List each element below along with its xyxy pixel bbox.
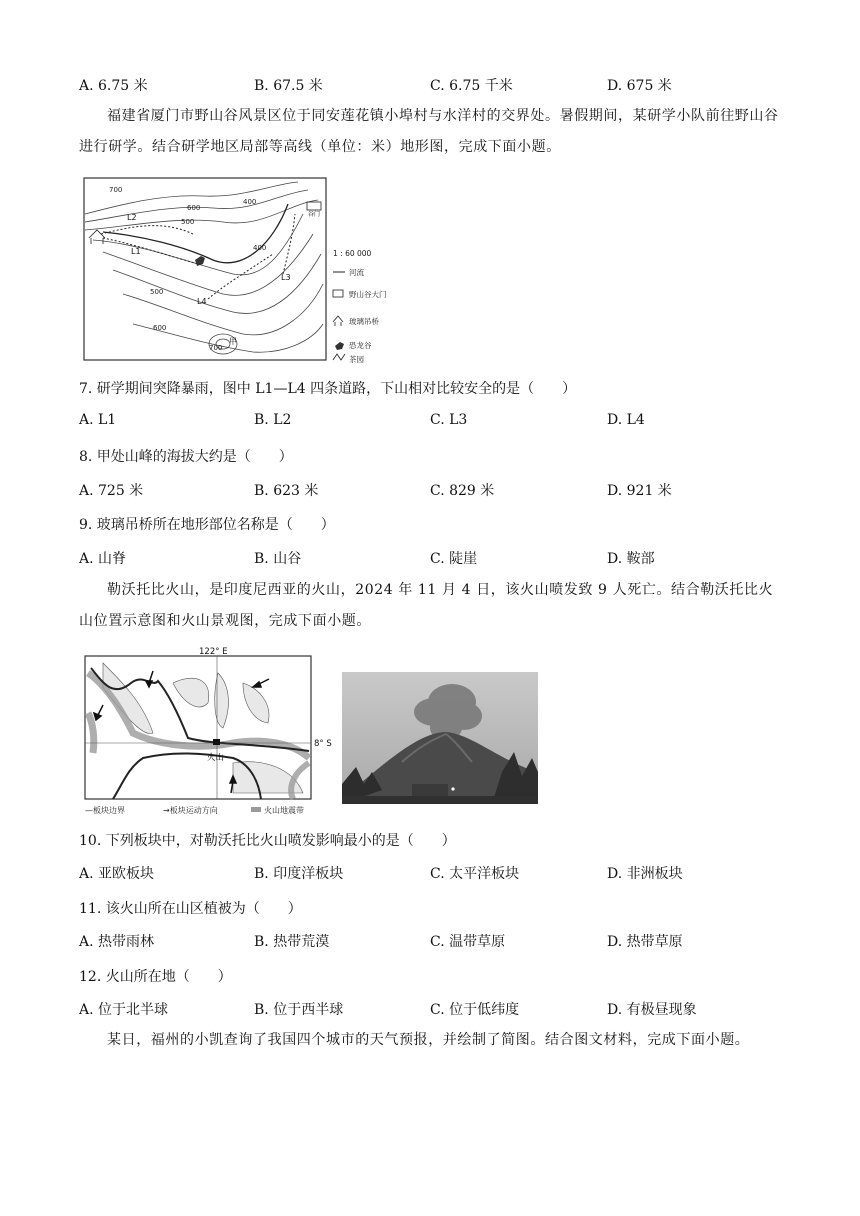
svg-text:谷门: 谷门 <box>308 211 321 218</box>
q10-option-d: D. 非洲板块 <box>607 866 683 882</box>
q6-option-a: A. 6.75 米 <box>79 78 148 94</box>
contour-map <box>83 174 413 364</box>
q12-option-b: B. 位于西半球 <box>254 1002 344 1018</box>
contour-label: 500 <box>150 288 164 296</box>
longitude-label: 122° E <box>199 647 228 657</box>
q8-stem: 8. 甲处山峰的海拔大约是（ ） <box>79 449 293 465</box>
q10-options <box>79 863 779 883</box>
q12-option-a: A. 位于北半球 <box>79 1002 169 1018</box>
map1-legend <box>333 249 387 364</box>
q9-option-b: B. 山谷 <box>254 551 302 567</box>
road-label-l2: L2 <box>127 213 137 222</box>
latitude-label: 8° S <box>314 739 332 749</box>
q8-options <box>79 480 779 500</box>
q11-option-d: D. 热带草原 <box>607 934 683 950</box>
contour-label: 500 <box>181 218 195 226</box>
plate-map <box>83 643 333 818</box>
q10-stem: 10. 下列板块中，对勒沃托比火山喷发影响最小的是（ ） <box>79 833 456 849</box>
q11-stem: 11. 该火山所在山区植被为（ ） <box>79 901 302 917</box>
road-label-l4: L4 <box>197 297 207 306</box>
q7-option-b: B. L2 <box>254 412 292 428</box>
q10-option-c: C. 太平洋板块 <box>430 866 520 882</box>
q8-option-c: C. 829 米 <box>430 483 495 499</box>
q6-option-d: D. 675 米 <box>607 78 672 94</box>
legend-gate: 野山谷大门 <box>349 290 387 299</box>
legend-plate-motion: →板块运动方向 <box>163 806 218 815</box>
legend-plate-boundary: —板块边界 <box>85 806 125 815</box>
intro-paragraph-2: 勒沃托比火山，是印度尼西亚的火山，2024 年 11 月 4 日，该火山喷发致 9 人死亡。结合勒沃托比火山位置示意图和火山景观图，完成下面小题。 <box>79 582 774 629</box>
q12-stem: 12. 火山所在地（ ） <box>79 969 232 985</box>
q7-options <box>79 412 779 432</box>
legend-bridge: 玻璃吊桥 <box>349 317 379 326</box>
q11-option-b: B. 热带荒漠 <box>254 934 330 950</box>
q6-option-b: B. 67.5 米 <box>254 78 323 94</box>
q12-option-c: C. 位于低纬度 <box>430 1002 520 1018</box>
plate-map-figure <box>83 643 333 818</box>
contour-label: 400 <box>253 244 267 252</box>
q9-options <box>79 548 779 568</box>
q6-option-c: C. 6.75 千米 <box>430 78 513 94</box>
q9-option-d: D. 鞍部 <box>607 551 655 567</box>
legend-bridge-icon <box>333 316 343 326</box>
contour-label: 600 <box>187 204 201 212</box>
intro-paragraph-1: 福建省厦门市野山谷风景区位于同安莲花镇小埠村与水洋村的交界处。暑假期间，某研学小队前往野山谷进行研学。结合研学地区局部等高线（单位：米）地形图，完成下面小题。 <box>79 108 779 155</box>
q10-option-b: B. 印度洋板块 <box>254 866 344 882</box>
legend-dinosaur-icon <box>335 342 344 350</box>
q8-option-b: B. 623 米 <box>254 483 319 499</box>
q10-option-a: A. 亚欧板块 <box>79 866 155 882</box>
map2-legend <box>85 805 304 815</box>
q6-options <box>79 75 779 95</box>
q11-options <box>79 931 779 951</box>
q11-option-c: C. 温带草原 <box>430 934 506 950</box>
map-scale: 1 : 60 000 <box>333 249 372 258</box>
q7-option-a: A. L1 <box>79 412 117 428</box>
volcano-marker <box>213 739 220 745</box>
contour-label: 700 <box>209 344 223 352</box>
legend-tea-icon <box>333 354 345 360</box>
q9-option-a: A. 山脊 <box>79 551 127 567</box>
q7-stem: 7. 研学期间突降暴雨，图中 L1—L4 四条道路，下山相对比较安全的是（ ） <box>79 381 577 397</box>
legend-tea: 茶园 <box>349 355 364 364</box>
peak-label-jia: 甲 <box>229 337 237 346</box>
q12-option-d: D. 有极昼现象 <box>607 1002 697 1018</box>
volcano-photo <box>342 672 538 804</box>
road-label-l3: L3 <box>281 273 291 282</box>
q11-option-a: A. 热带雨林 <box>79 934 155 950</box>
contour-label: 600 <box>153 324 167 332</box>
legend-dinosaur: 恐龙谷 <box>349 341 372 350</box>
contour-label: 700 <box>109 186 123 194</box>
intro-paragraph-3: 某日，福州的小凯查询了我国四个城市的天气预报，并绘制了简图。结合图文材料，完成下面小题。 <box>107 1032 750 1048</box>
contour-map-figure <box>83 174 413 364</box>
q12-options <box>79 999 779 1019</box>
legend-volcano-belt: 火山地震带 <box>264 806 304 815</box>
road-label-l1: L1 <box>131 247 141 256</box>
contour-label: 400 <box>243 198 257 206</box>
q7-option-d: D. L4 <box>607 412 645 428</box>
q9-stem: 9. 玻璃吊桥所在地形部位名称是（ ） <box>79 517 335 533</box>
legend-gate-icon <box>333 290 343 297</box>
legend-river: 河流 <box>349 268 364 277</box>
q8-option-a: A. 725 米 <box>79 483 144 499</box>
q8-option-d: D. 921 米 <box>607 483 672 499</box>
volcano-label: 火山 <box>207 753 225 763</box>
q9-option-c: C. 陡崖 <box>430 551 478 567</box>
q7-option-c: C. L3 <box>430 412 468 428</box>
